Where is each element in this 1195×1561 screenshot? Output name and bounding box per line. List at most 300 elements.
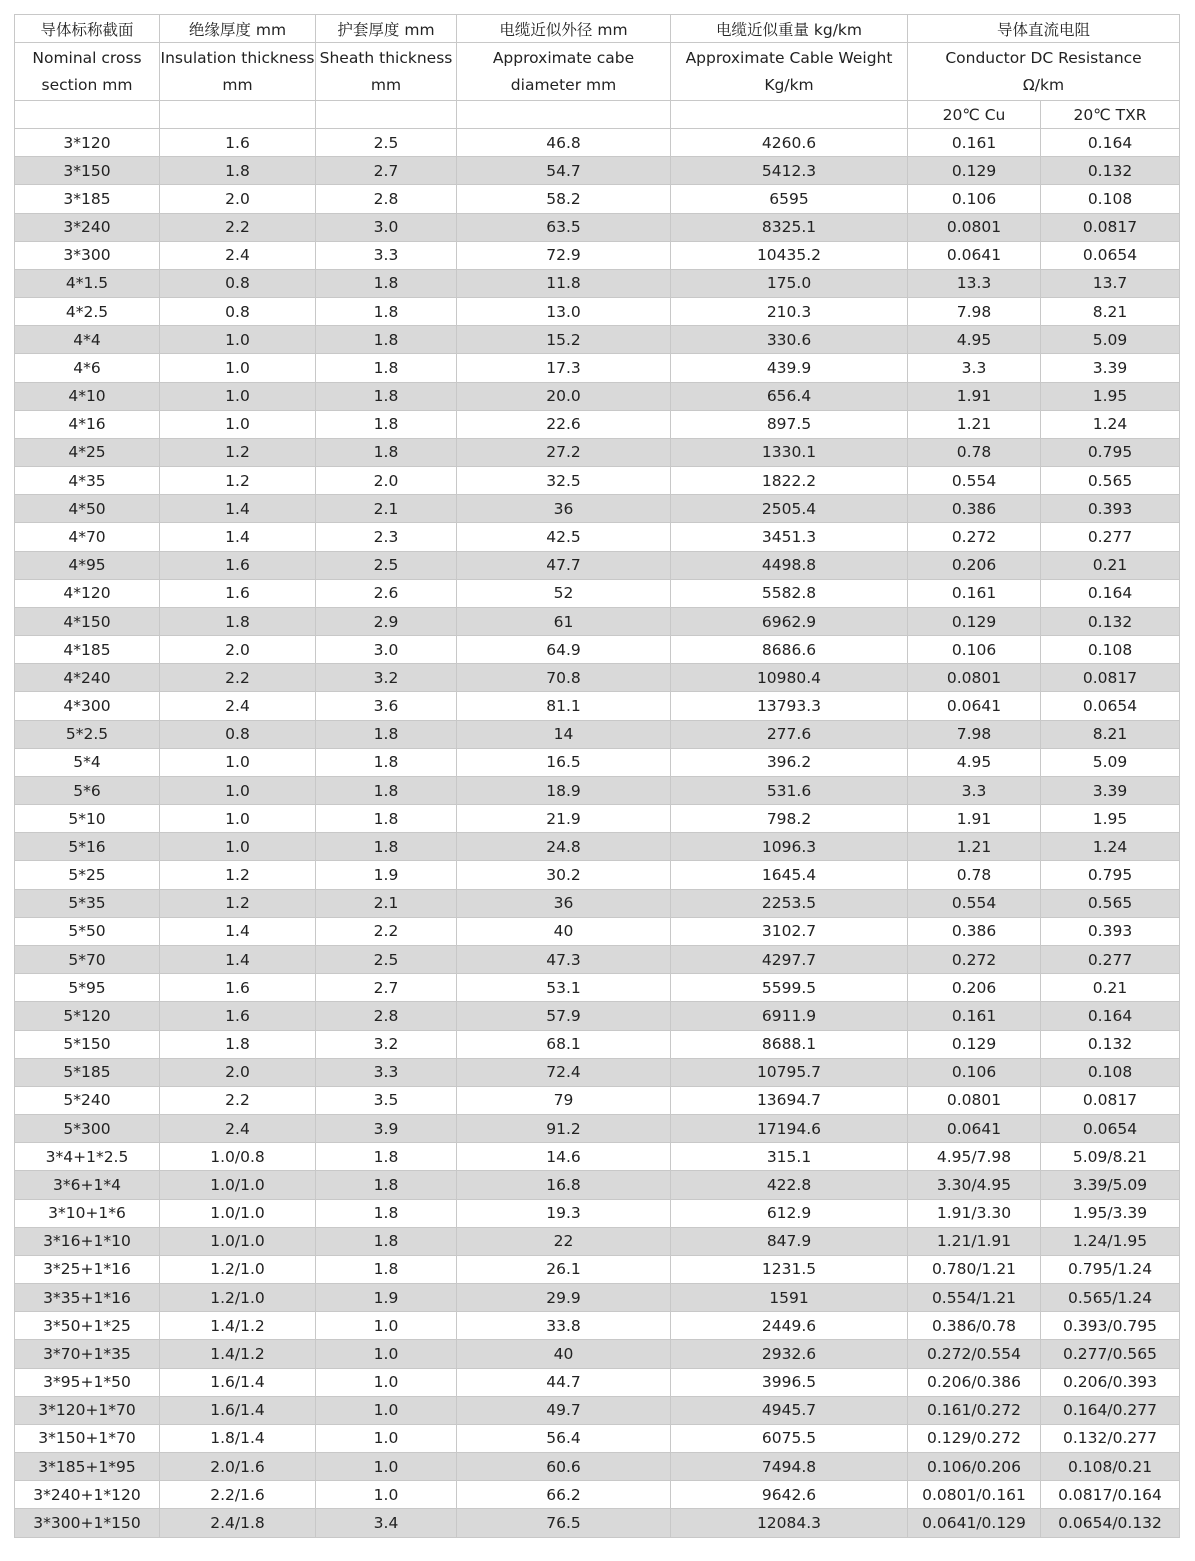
- resistance-txr-cell: 0.795/1.24: [1041, 1255, 1180, 1283]
- sheath-cell: 2.6: [316, 579, 457, 607]
- resistance-txr-cell: 0.164/0.277: [1041, 1396, 1180, 1424]
- weight-cell: 10980.4: [671, 664, 908, 692]
- insulation-cell: 1.2: [160, 889, 316, 917]
- sheath-cell: 1.8: [316, 326, 457, 354]
- resistance-txr-cell: 3.39: [1041, 354, 1180, 382]
- sheath-cell: 1.9: [316, 1284, 457, 1312]
- header-en-line: mm: [370, 75, 402, 94]
- insulation-cell: 2.4: [160, 241, 316, 269]
- diameter-cell: 76.5: [457, 1509, 671, 1537]
- sheath-cell: 1.8: [316, 298, 457, 326]
- cross-section-cell: 3*240: [15, 213, 160, 241]
- insulation-cell: 1.2: [160, 861, 316, 889]
- diameter-cell: 56.4: [457, 1424, 671, 1452]
- resistance-txr-cell: 1.24: [1041, 833, 1180, 861]
- header-zh-cross-section: 导体标称截面: [15, 15, 160, 43]
- cross-section-cell: 3*185: [15, 185, 160, 213]
- sheath-cell: 3.6: [316, 692, 457, 720]
- insulation-cell: 1.0: [160, 776, 316, 804]
- diameter-cell: 36: [457, 495, 671, 523]
- resistance-txr-cell: 5.09: [1041, 326, 1180, 354]
- diameter-cell: 54.7: [457, 157, 671, 185]
- resistance-txr-cell: 0.108/0.21: [1041, 1453, 1180, 1481]
- empty-cell: [316, 101, 457, 129]
- insulation-cell: 1.0/1.0: [160, 1199, 316, 1227]
- resistance-cu-cell: 13.3: [908, 269, 1041, 297]
- sheath-cell: 3.9: [316, 1115, 457, 1143]
- table-row: [15, 354, 1180, 382]
- insulation-cell: 1.6: [160, 129, 316, 157]
- sheath-cell: 1.8: [316, 720, 457, 748]
- empty-cell: [457, 101, 671, 129]
- insulation-cell: 1.0: [160, 326, 316, 354]
- cross-section-cell: 3*120: [15, 129, 160, 157]
- cross-section-cell: 4*300: [15, 692, 160, 720]
- resistance-cu-cell: 1.21/1.91: [908, 1227, 1041, 1255]
- diameter-cell: 26.1: [457, 1255, 671, 1283]
- header-en-cross-section: [15, 43, 160, 101]
- sheath-cell: 3.2: [316, 1030, 457, 1058]
- weight-cell: 12084.3: [671, 1509, 908, 1537]
- sheath-cell: 1.0: [316, 1453, 457, 1481]
- cross-section-cell: 5*35: [15, 889, 160, 917]
- diameter-cell: 22: [457, 1227, 671, 1255]
- resistance-txr-cell: 0.21: [1041, 551, 1180, 579]
- cross-section-cell: 5*4: [15, 748, 160, 776]
- resistance-cu-cell: 0.0641/0.129: [908, 1509, 1041, 1537]
- table-row: [15, 157, 1180, 185]
- insulation-cell: 2.2: [160, 213, 316, 241]
- empty-cell: [15, 101, 160, 129]
- resistance-cu-cell: 4.95: [908, 748, 1041, 776]
- header-en-line: Insulation thickness: [160, 48, 315, 67]
- weight-cell: 175.0: [671, 269, 908, 297]
- sheath-cell: 3.3: [316, 241, 457, 269]
- weight-cell: 8325.1: [671, 213, 908, 241]
- insulation-cell: 2.4/1.8: [160, 1509, 316, 1537]
- table-row: [15, 1340, 1180, 1368]
- cross-section-cell: 4*240: [15, 664, 160, 692]
- weight-cell: 3451.3: [671, 523, 908, 551]
- resistance-cu-cell: 0.272: [908, 523, 1041, 551]
- header-zh-diameter: 电缆近似外径 mm: [457, 15, 671, 43]
- resistance-txr-cell: 0.132: [1041, 607, 1180, 635]
- sheath-cell: 2.8: [316, 185, 457, 213]
- sheath-cell: 2.9: [316, 607, 457, 635]
- weight-cell: 2253.5: [671, 889, 908, 917]
- insulation-cell: 1.4/1.2: [160, 1340, 316, 1368]
- resistance-txr-cell: 0.0817: [1041, 213, 1180, 241]
- table-row: [15, 607, 1180, 635]
- sheath-cell: 2.8: [316, 1002, 457, 1030]
- insulation-cell: 2.0/1.6: [160, 1453, 316, 1481]
- resistance-txr-cell: 5.09: [1041, 748, 1180, 776]
- sheath-cell: 1.8: [316, 1171, 457, 1199]
- header-en-resistance: [908, 43, 1180, 101]
- resistance-cu-cell: 0.129: [908, 157, 1041, 185]
- resistance-txr-cell: 0.393: [1041, 495, 1180, 523]
- weight-cell: 2449.6: [671, 1312, 908, 1340]
- resistance-txr-cell: 0.393: [1041, 917, 1180, 945]
- header-row-temperature: [15, 101, 1180, 129]
- table-row: [15, 776, 1180, 804]
- insulation-cell: 2.2/1.6: [160, 1481, 316, 1509]
- resistance-cu-cell: 0.129/0.272: [908, 1424, 1041, 1452]
- resistance-cu-cell: 1.21: [908, 833, 1041, 861]
- cross-section-cell: 5*95: [15, 974, 160, 1002]
- insulation-cell: 1.0/1.0: [160, 1227, 316, 1255]
- table-row: [15, 241, 1180, 269]
- weight-cell: 7494.8: [671, 1453, 908, 1481]
- diameter-cell: 36: [457, 889, 671, 917]
- resistance-cu-cell: 0.0641: [908, 1115, 1041, 1143]
- subheader-txr: 20℃ TXR: [1041, 101, 1180, 129]
- resistance-txr-cell: 0.164: [1041, 1002, 1180, 1030]
- resistance-cu-cell: 0.0801: [908, 213, 1041, 241]
- sheath-cell: 2.5: [316, 945, 457, 973]
- resistance-cu-cell: 0.386/0.78: [908, 1312, 1041, 1340]
- diameter-cell: 61: [457, 607, 671, 635]
- table-row: [15, 861, 1180, 889]
- resistance-txr-cell: 0.795: [1041, 438, 1180, 466]
- insulation-cell: 0.8: [160, 298, 316, 326]
- resistance-cu-cell: 1.91: [908, 382, 1041, 410]
- diameter-cell: 14.6: [457, 1143, 671, 1171]
- weight-cell: 1330.1: [671, 438, 908, 466]
- sheath-cell: 2.3: [316, 523, 457, 551]
- cross-section-cell: 3*25+1*16: [15, 1255, 160, 1283]
- insulation-cell: 1.0/1.0: [160, 1171, 316, 1199]
- table-row: [15, 1284, 1180, 1312]
- sheath-cell: 3.4: [316, 1509, 457, 1537]
- cross-section-cell: 4*25: [15, 438, 160, 466]
- table-row: [15, 805, 1180, 833]
- insulation-cell: 2.4: [160, 1115, 316, 1143]
- resistance-txr-cell: 0.565: [1041, 889, 1180, 917]
- table-row: [15, 1424, 1180, 1452]
- resistance-txr-cell: 0.565/1.24: [1041, 1284, 1180, 1312]
- cross-section-cell: 3*300: [15, 241, 160, 269]
- sheath-cell: 1.8: [316, 1143, 457, 1171]
- sheath-cell: 1.0: [316, 1340, 457, 1368]
- resistance-txr-cell: 0.164: [1041, 579, 1180, 607]
- table-row: [15, 1171, 1180, 1199]
- diameter-cell: 91.2: [457, 1115, 671, 1143]
- weight-cell: 798.2: [671, 805, 908, 833]
- resistance-txr-cell: 0.108: [1041, 1058, 1180, 1086]
- resistance-txr-cell: 8.21: [1041, 720, 1180, 748]
- resistance-cu-cell: 0.161/0.272: [908, 1396, 1041, 1424]
- cross-section-cell: 3*185+1*95: [15, 1453, 160, 1481]
- weight-cell: 277.6: [671, 720, 908, 748]
- diameter-cell: 16.5: [457, 748, 671, 776]
- header-zh-sheath: 护套厚度 mm: [316, 15, 457, 43]
- cross-section-cell: 4*150: [15, 607, 160, 635]
- resistance-cu-cell: 0.106: [908, 636, 1041, 664]
- cross-section-cell: 5*16: [15, 833, 160, 861]
- resistance-cu-cell: 0.386: [908, 495, 1041, 523]
- diameter-cell: 24.8: [457, 833, 671, 861]
- sheath-cell: 1.9: [316, 861, 457, 889]
- diameter-cell: 15.2: [457, 326, 671, 354]
- insulation-cell: 1.0: [160, 410, 316, 438]
- cross-section-cell: 4*120: [15, 579, 160, 607]
- cross-section-cell: 4*16: [15, 410, 160, 438]
- table-row: [15, 1115, 1180, 1143]
- cross-section-cell: 3*10+1*6: [15, 1199, 160, 1227]
- cross-section-cell: 5*25: [15, 861, 160, 889]
- table-row: [15, 889, 1180, 917]
- resistance-cu-cell: 0.0801: [908, 1086, 1041, 1114]
- diameter-cell: 60.6: [457, 1453, 671, 1481]
- sheath-cell: 1.0: [316, 1396, 457, 1424]
- sheath-cell: 2.7: [316, 974, 457, 1002]
- weight-cell: 6911.9: [671, 1002, 908, 1030]
- weight-cell: 2932.6: [671, 1340, 908, 1368]
- insulation-cell: 1.8/1.4: [160, 1424, 316, 1452]
- resistance-txr-cell: 3.39/5.09: [1041, 1171, 1180, 1199]
- table-row: [15, 917, 1180, 945]
- resistance-cu-cell: 0.272/0.554: [908, 1340, 1041, 1368]
- cross-section-cell: 4*6: [15, 354, 160, 382]
- insulation-cell: 1.8: [160, 607, 316, 635]
- weight-cell: 210.3: [671, 298, 908, 326]
- weight-cell: 439.9: [671, 354, 908, 382]
- table-row: [15, 1058, 1180, 1086]
- cross-section-cell: 4*10: [15, 382, 160, 410]
- header-en-line: Approximate cabe: [492, 48, 635, 67]
- resistance-txr-cell: 0.0817/0.164: [1041, 1481, 1180, 1509]
- cross-section-cell: 5*2.5: [15, 720, 160, 748]
- table-row: [15, 467, 1180, 495]
- table-row: [15, 664, 1180, 692]
- diameter-cell: 52: [457, 579, 671, 607]
- table-row: [15, 523, 1180, 551]
- insulation-cell: 1.8: [160, 1030, 316, 1058]
- diameter-cell: 70.8: [457, 664, 671, 692]
- weight-cell: 6075.5: [671, 1424, 908, 1452]
- sheath-cell: 2.1: [316, 495, 457, 523]
- insulation-cell: 1.6/1.4: [160, 1396, 316, 1424]
- weight-cell: 1591: [671, 1284, 908, 1312]
- table-row: [15, 974, 1180, 1002]
- insulation-cell: 1.0: [160, 748, 316, 776]
- resistance-txr-cell: 0.21: [1041, 974, 1180, 1002]
- insulation-cell: 1.0: [160, 382, 316, 410]
- sheath-cell: 1.0: [316, 1481, 457, 1509]
- weight-cell: 1096.3: [671, 833, 908, 861]
- weight-cell: 897.5: [671, 410, 908, 438]
- table-row: [15, 945, 1180, 973]
- sheath-cell: 2.1: [316, 889, 457, 917]
- header-en-weight: [671, 43, 908, 101]
- table-row: [15, 213, 1180, 241]
- cross-section-cell: 5*120: [15, 1002, 160, 1030]
- cross-section-cell: 5*6: [15, 776, 160, 804]
- sheath-cell: 1.8: [316, 269, 457, 297]
- cross-section-cell: 3*6+1*4: [15, 1171, 160, 1199]
- weight-cell: 422.8: [671, 1171, 908, 1199]
- table-row: [15, 1030, 1180, 1058]
- sheath-cell: 3.0: [316, 636, 457, 664]
- table-body: [15, 129, 1180, 1538]
- resistance-txr-cell: 0.0654: [1041, 241, 1180, 269]
- insulation-cell: 2.2: [160, 664, 316, 692]
- table-row: [15, 185, 1180, 213]
- resistance-txr-cell: 0.393/0.795: [1041, 1312, 1180, 1340]
- table-row: [15, 298, 1180, 326]
- insulation-cell: 1.8: [160, 157, 316, 185]
- resistance-txr-cell: 0.277/0.565: [1041, 1340, 1180, 1368]
- table-row: [15, 1255, 1180, 1283]
- resistance-txr-cell: 1.24: [1041, 410, 1180, 438]
- header-row-chinese: [15, 15, 1180, 43]
- sheath-cell: 1.8: [316, 1227, 457, 1255]
- weight-cell: 4498.8: [671, 551, 908, 579]
- weight-cell: 6962.9: [671, 607, 908, 635]
- sheath-cell: 3.3: [316, 1058, 457, 1086]
- header-zh-insulation: 绝缘厚度 mm: [160, 15, 316, 43]
- diameter-cell: 21.9: [457, 805, 671, 833]
- table-row: [15, 579, 1180, 607]
- insulation-cell: 1.6/1.4: [160, 1368, 316, 1396]
- weight-cell: 656.4: [671, 382, 908, 410]
- insulation-cell: 2.0: [160, 636, 316, 664]
- cross-section-cell: 3*120+1*70: [15, 1396, 160, 1424]
- weight-cell: 612.9: [671, 1199, 908, 1227]
- insulation-cell: 1.0/0.8: [160, 1143, 316, 1171]
- cross-section-cell: 5*185: [15, 1058, 160, 1086]
- insulation-cell: 0.8: [160, 720, 316, 748]
- header-en-line: diameter mm: [510, 75, 617, 94]
- weight-cell: 2505.4: [671, 495, 908, 523]
- header-en-line: mm: [222, 75, 253, 94]
- cross-section-cell: 4*50: [15, 495, 160, 523]
- diameter-cell: 19.3: [457, 1199, 671, 1227]
- weight-cell: 315.1: [671, 1143, 908, 1171]
- cross-section-cell: 4*2.5: [15, 298, 160, 326]
- cross-section-cell: 5*300: [15, 1115, 160, 1143]
- cross-section-cell: 5*70: [15, 945, 160, 973]
- resistance-cu-cell: 1.91: [908, 805, 1041, 833]
- resistance-txr-cell: 0.206/0.393: [1041, 1368, 1180, 1396]
- table-row: [15, 269, 1180, 297]
- insulation-cell: 1.0: [160, 805, 316, 833]
- cross-section-cell: 3*300+1*150: [15, 1509, 160, 1537]
- insulation-cell: 1.6: [160, 974, 316, 1002]
- header-row-english: [15, 43, 1180, 101]
- diameter-cell: 72.9: [457, 241, 671, 269]
- table-row: [15, 1002, 1180, 1030]
- insulation-cell: 1.4/1.2: [160, 1312, 316, 1340]
- diameter-cell: 63.5: [457, 213, 671, 241]
- sheath-cell: 3.2: [316, 664, 457, 692]
- weight-cell: 17194.6: [671, 1115, 908, 1143]
- weight-cell: 10795.7: [671, 1058, 908, 1086]
- header-en-line: Ω/km: [1022, 75, 1065, 94]
- resistance-cu-cell: 0.129: [908, 607, 1041, 635]
- resistance-txr-cell: 0.0817: [1041, 1086, 1180, 1114]
- weight-cell: 9642.6: [671, 1481, 908, 1509]
- table-row: [15, 1453, 1180, 1481]
- table-row: [15, 495, 1180, 523]
- table-row: [15, 692, 1180, 720]
- table-row: [15, 1199, 1180, 1227]
- insulation-cell: 1.6: [160, 551, 316, 579]
- insulation-cell: 1.4: [160, 945, 316, 973]
- sheath-cell: 1.8: [316, 805, 457, 833]
- weight-cell: 8686.6: [671, 636, 908, 664]
- diameter-cell: 22.6: [457, 410, 671, 438]
- sheath-cell: 1.0: [316, 1368, 457, 1396]
- resistance-cu-cell: 7.98: [908, 720, 1041, 748]
- weight-cell: 6595: [671, 185, 908, 213]
- cross-section-cell: 3*240+1*120: [15, 1481, 160, 1509]
- table-row: [15, 1227, 1180, 1255]
- sheath-cell: 1.0: [316, 1424, 457, 1452]
- weight-cell: 8688.1: [671, 1030, 908, 1058]
- table-row: [15, 636, 1180, 664]
- cross-section-cell: 5*50: [15, 917, 160, 945]
- sheath-cell: 1.8: [316, 748, 457, 776]
- sheath-cell: 1.8: [316, 438, 457, 466]
- resistance-txr-cell: 0.132: [1041, 157, 1180, 185]
- sheath-cell: 1.8: [316, 382, 457, 410]
- resistance-txr-cell: 1.95: [1041, 805, 1180, 833]
- insulation-cell: 1.4: [160, 917, 316, 945]
- table-row: [15, 129, 1180, 157]
- diameter-cell: 81.1: [457, 692, 671, 720]
- cross-section-cell: 4*1.5: [15, 269, 160, 297]
- weight-cell: 13694.7: [671, 1086, 908, 1114]
- resistance-cu-cell: 0.106: [908, 185, 1041, 213]
- table-row: [15, 1396, 1180, 1424]
- diameter-cell: 68.1: [457, 1030, 671, 1058]
- resistance-txr-cell: 0.0654: [1041, 1115, 1180, 1143]
- resistance-txr-cell: 1.95/3.39: [1041, 1199, 1180, 1227]
- diameter-cell: 40: [457, 917, 671, 945]
- table-row: [15, 551, 1180, 579]
- header-en-line: Nominal cross: [32, 48, 142, 67]
- weight-cell: 13793.3: [671, 692, 908, 720]
- diameter-cell: 40: [457, 1340, 671, 1368]
- resistance-cu-cell: 0.161: [908, 1002, 1041, 1030]
- weight-cell: 4297.7: [671, 945, 908, 973]
- diameter-cell: 11.8: [457, 269, 671, 297]
- weight-cell: 10435.2: [671, 241, 908, 269]
- resistance-cu-cell: 0.554: [908, 467, 1041, 495]
- resistance-cu-cell: 0.161: [908, 579, 1041, 607]
- header-en-line: section mm: [41, 75, 133, 94]
- resistance-cu-cell: 0.272: [908, 945, 1041, 973]
- diameter-cell: 57.9: [457, 1002, 671, 1030]
- table-row: [15, 1086, 1180, 1114]
- resistance-txr-cell: 13.7: [1041, 269, 1180, 297]
- table-row: [15, 1509, 1180, 1537]
- sheath-cell: 1.8: [316, 1255, 457, 1283]
- diameter-cell: 20.0: [457, 382, 671, 410]
- cross-section-cell: 3*50+1*25: [15, 1312, 160, 1340]
- resistance-txr-cell: 0.0654: [1041, 692, 1180, 720]
- header-en-line: Conductor DC Resistance: [945, 48, 1142, 67]
- table-row: [15, 382, 1180, 410]
- diameter-cell: 30.2: [457, 861, 671, 889]
- sheath-cell: 3.0: [316, 213, 457, 241]
- resistance-cu-cell: 3.3: [908, 776, 1041, 804]
- weight-cell: 3102.7: [671, 917, 908, 945]
- weight-cell: 1231.5: [671, 1255, 908, 1283]
- insulation-cell: 1.2/1.0: [160, 1255, 316, 1283]
